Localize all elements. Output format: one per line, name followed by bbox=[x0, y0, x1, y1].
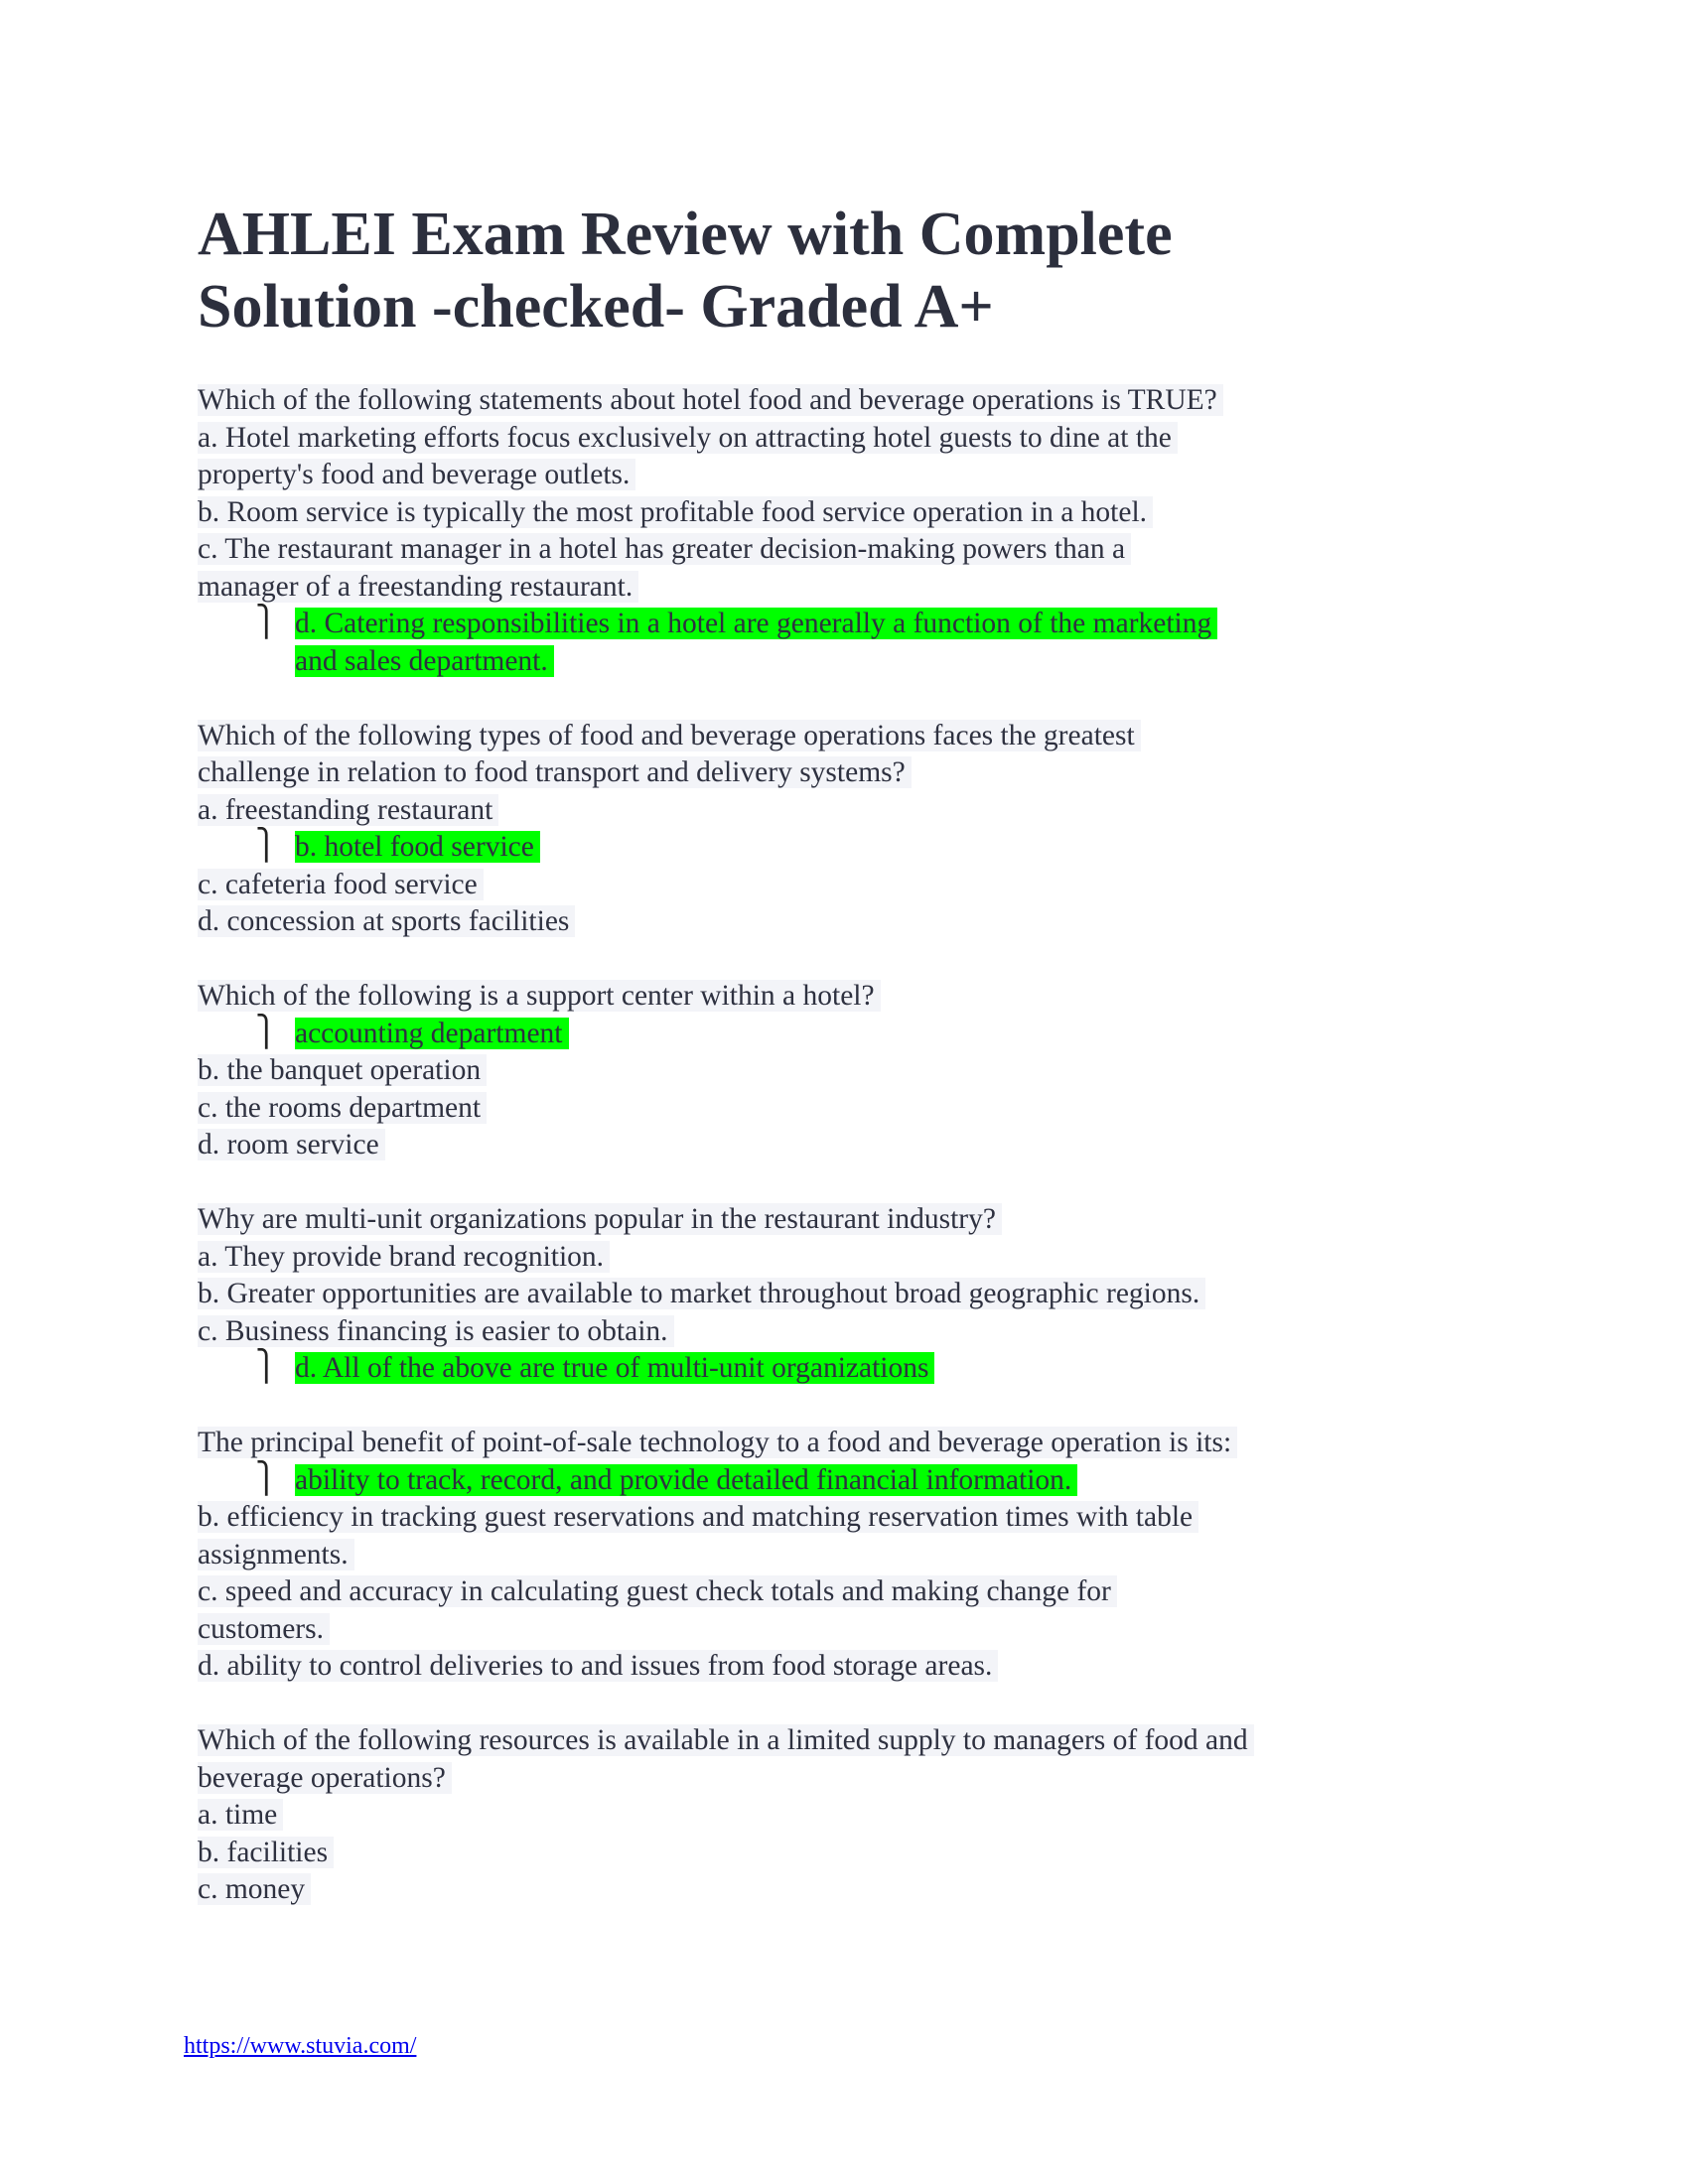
correct-answer-line bbox=[198, 1350, 1588, 1388]
option-line bbox=[198, 1499, 1588, 1537]
option-line bbox=[198, 1797, 1588, 1835]
correct-answer-line bbox=[198, 606, 1588, 643]
option-line bbox=[198, 1052, 1588, 1090]
line-text: b. hotel food service bbox=[295, 831, 540, 863]
question-list bbox=[198, 382, 1588, 1909]
line-text: accounting department bbox=[295, 1018, 569, 1049]
question-line bbox=[198, 978, 1588, 1016]
question-spacer bbox=[198, 1388, 1588, 1426]
line-text: Why are multi-unit organizations popular in the restaurant industry? bbox=[198, 1203, 1002, 1235]
option-line bbox=[198, 1573, 1588, 1611]
title-line: Solution -checked- Graded A+ bbox=[198, 273, 994, 341]
option-line bbox=[198, 1313, 1588, 1351]
correct-answer-line bbox=[198, 643, 1588, 681]
option-line bbox=[198, 531, 1588, 569]
line-text: and sales department. bbox=[295, 645, 554, 677]
line-text: b. the banquet operation bbox=[198, 1054, 487, 1086]
option-line bbox=[198, 1127, 1588, 1164]
line-text: c. cafeteria food service bbox=[198, 869, 484, 900]
option-line bbox=[198, 1760, 1588, 1798]
line-text: d. concession at sports facilities bbox=[198, 905, 575, 937]
answer-mark-icon: ⎫ bbox=[255, 1015, 278, 1048]
question-spacer bbox=[198, 1686, 1588, 1723]
question-line bbox=[198, 1722, 1588, 1760]
line-text: Which of the following types of food and beverage operations faces the greatest bbox=[198, 720, 1141, 751]
line-text: manager of a freestanding restaurant. bbox=[198, 571, 638, 603]
line-text: challenge in relation to food transport and delivery systems? bbox=[198, 756, 912, 788]
option-line bbox=[198, 1611, 1588, 1649]
line-text: c. Business financing is easier to obtain. bbox=[198, 1315, 674, 1347]
line-text: The principal benefit of point-of-sale technology to a food and beverage operation is its: bbox=[198, 1427, 1237, 1458]
option-line bbox=[198, 457, 1588, 494]
question-block bbox=[198, 382, 1588, 680]
document-title bbox=[198, 199, 1173, 343]
option-line bbox=[198, 569, 1588, 607]
footer-link[interactable]: https://www.stuvia.com/ bbox=[184, 2033, 417, 2059]
line-text: assignments. bbox=[198, 1539, 354, 1570]
question-spacer bbox=[198, 941, 1588, 979]
option-line bbox=[198, 494, 1588, 532]
correct-answer-line bbox=[198, 1016, 1588, 1053]
option-line bbox=[198, 1537, 1588, 1574]
question-line bbox=[198, 1201, 1588, 1239]
answer-mark-icon: ⎫ bbox=[255, 606, 278, 638]
line-text: Which of the following statements about hotel food and beverage operations is TRUE? bbox=[198, 384, 1223, 416]
question-spacer bbox=[198, 1164, 1588, 1202]
question-line bbox=[198, 718, 1588, 755]
line-text: a. Hotel marketing efforts focus exclusively on attracting hotel guests to dine at the bbox=[198, 422, 1178, 454]
answer-mark-icon: ⎫ bbox=[255, 829, 278, 862]
line-text: ability to track, record, and provide detailed financial information. bbox=[295, 1464, 1077, 1496]
answer-mark-icon: ⎫ bbox=[255, 1350, 278, 1383]
line-text: Which of the following resources is available in a limited supply to managers of food and bbox=[198, 1724, 1254, 1756]
line-text: property's food and beverage outlets. bbox=[198, 459, 635, 490]
line-text: c. the rooms department bbox=[198, 1092, 487, 1124]
line-text: a. They provide brand recognition. bbox=[198, 1241, 610, 1273]
option-line bbox=[198, 754, 1588, 792]
answer-mark-icon: ⎫ bbox=[255, 1461, 278, 1495]
line-text: d. All of the above are true of multi-unit organizations bbox=[295, 1352, 934, 1384]
option-line bbox=[198, 792, 1588, 830]
line-text: c. speed and accuracy in calculating guest check totals and making change for bbox=[198, 1575, 1117, 1607]
question-block bbox=[198, 718, 1588, 941]
option-line bbox=[198, 867, 1588, 904]
line-text: b. Greater opportunities are available to market throughout broad geographic regions. bbox=[198, 1278, 1205, 1309]
line-text: c. money bbox=[198, 1873, 311, 1905]
line-text: b. facilities bbox=[198, 1837, 334, 1868]
line-text: customers. bbox=[198, 1613, 330, 1645]
line-text: c. The restaurant manager in a hotel has greater decision-making powers than a bbox=[198, 533, 1131, 565]
line-text: a. freestanding restaurant bbox=[198, 794, 498, 826]
option-line bbox=[198, 1276, 1588, 1313]
question-block bbox=[198, 1722, 1588, 1909]
option-line bbox=[198, 903, 1588, 941]
correct-answer-line bbox=[198, 829, 1588, 867]
line-text: Which of the following is a support center within a hotel? bbox=[198, 980, 881, 1012]
option-line bbox=[198, 1871, 1588, 1909]
option-line bbox=[198, 1648, 1588, 1686]
line-text: beverage operations? bbox=[198, 1762, 452, 1794]
line-text: d. room service bbox=[198, 1129, 385, 1160]
question-spacer bbox=[198, 680, 1588, 718]
option-line bbox=[198, 1835, 1588, 1872]
line-text: b. efficiency in tracking guest reservations and matching reservation times with table bbox=[198, 1501, 1198, 1533]
line-text: d. Catering responsibilities in a hotel are generally a function of the marketing bbox=[295, 608, 1217, 639]
question-line bbox=[198, 382, 1588, 420]
line-text: b. Room service is typically the most profitable food service operation in a hotel. bbox=[198, 496, 1153, 528]
option-line bbox=[198, 420, 1588, 458]
option-line bbox=[198, 1090, 1588, 1128]
line-text: a. time bbox=[198, 1799, 283, 1831]
correct-answer-line bbox=[198, 1462, 1588, 1500]
question-block bbox=[198, 1201, 1588, 1388]
question-line bbox=[198, 1425, 1588, 1462]
title-line: AHLEI Exam Review with Complete bbox=[198, 201, 1173, 268]
question-block bbox=[198, 978, 1588, 1164]
option-line bbox=[198, 1239, 1588, 1277]
line-text: d. ability to control deliveries to and issues from food storage areas. bbox=[198, 1650, 998, 1682]
question-block bbox=[198, 1425, 1588, 1686]
